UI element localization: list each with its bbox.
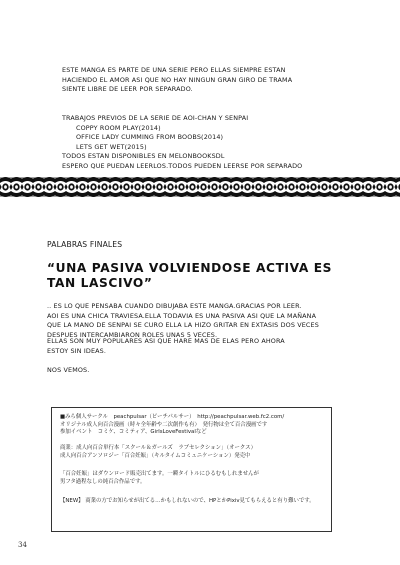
sign-off-line: NOS VEMOS.: [47, 366, 90, 374]
previous-work-title: COPPY ROOM PLAY(2014): [76, 123, 161, 132]
intro-line: SIENTE LIBRE DE LEER POR SEPARADO.: [62, 85, 193, 94]
intro-line: ESTE MANGA ES PARTE DE UNA SERIE PERO ELLAS SIEMPRE ESTAN: [62, 66, 286, 74]
paragraph-line: .. ES LO QUE PENSABA CUANDO DIBUJABA ESTE MANGA.GRACIAS POR LEER.: [47, 302, 302, 310]
title-line: “UNA PASIVA VOLVIENDOSE ACTIVA ES: [47, 261, 333, 275]
final-words-paragraph: [47, 302, 319, 340]
info-line: 「百合妊娠」はダウンロード販売出てます。一瞬タイトルにひるむもしれませんが: [60, 471, 259, 477]
info-line: 参加イベント コミケ、コミティア、GirlsLoveFestivalなど: [60, 429, 207, 436]
info-line: 男フタ過程なしの純百合作品です。: [60, 478, 146, 485]
final-words-title: [47, 261, 332, 291]
info-line: 【NEW】 商業の方でお知らせが出てる…かもしれないので、HPとかPixiv見てもらえると有り難いです。: [60, 498, 315, 504]
paragraph-line: ELLAS SON MUY POPULARES ASI QUE HARE MAS DE ELAS PERO AHORA: [47, 337, 285, 345]
commercial-works-paragraph: [60, 445, 256, 460]
previous-works-list: [62, 114, 302, 172]
intro-paragraph: [62, 66, 292, 95]
final-words-paragraph: [47, 337, 285, 356]
info-line: 成人向百合アンソロジー「百合妊娠」（キルタイムコミュニケーション）発売中: [60, 452, 251, 459]
info-line: ■みら個人サークル peachpulsar（ピーチパルサー） http://peachpulsar.web.fc2.com/: [60, 414, 285, 420]
previous-work-title: OFFICE LADY CUMMING FROM BOOBS(2014): [76, 133, 224, 142]
paragraph-line: QUE LA MANO DE SENPAI SE CURO ELLA LA HIZO GRITAR EN EXTASIS DOS VECES: [47, 321, 319, 330]
info-line: オリジナル成人向百合漫画（時々全年齢や二次創作も有） 発行物は全て百合漫画です: [60, 421, 268, 428]
download-note-paragraph: [60, 471, 259, 486]
final-words-label: PALABRAS FINALES: [47, 240, 123, 249]
previous-works-footer: TODOS ESTAN DISPONIBLES EN MELONBOOKSDL: [62, 152, 225, 161]
previous-work-title: LETS GET WET(2015): [76, 142, 147, 151]
previous-works-footer: ESPERO QUE PUEDAN LEERLOS.TODOS PUEDEN LEERSE POR SEPARADO: [62, 161, 303, 170]
circle-info-box: [51, 407, 332, 532]
paragraph-line: AOI ES UNA CHICA TRAVIESA.ELLA TODAVIA ES UNA PASIVA ASI QUE LA MAÑANA: [47, 311, 317, 320]
intro-line: HACIENDO EL AMOR ASI QUE NO HAY NINGUN GRAN GIRO DE TRAMA: [62, 75, 293, 84]
previous-works-heading: TRABAJOS PREVIOS DE LA SERIE DE AOI-CHAN Y SENPAI: [62, 114, 249, 122]
title-line: TAN LASCIVO”: [47, 276, 153, 290]
paragraph-line: ESTOY SIN IDEAS.: [47, 346, 107, 355]
paragraph-line: DESPUES INTERCAMBIARON ROLES UNAS 5 VECES.: [47, 330, 218, 339]
info-line: 商業：成人向百合単行本「スクール＆ガールズ ラブセレクション」（オークス）: [60, 445, 257, 451]
lace-border-divider: [0, 176, 400, 198]
sign-off: [47, 366, 89, 376]
new-notice-paragraph: [60, 498, 315, 506]
page-number: 34: [18, 541, 27, 549]
circle-info-paragraph: [60, 414, 284, 437]
